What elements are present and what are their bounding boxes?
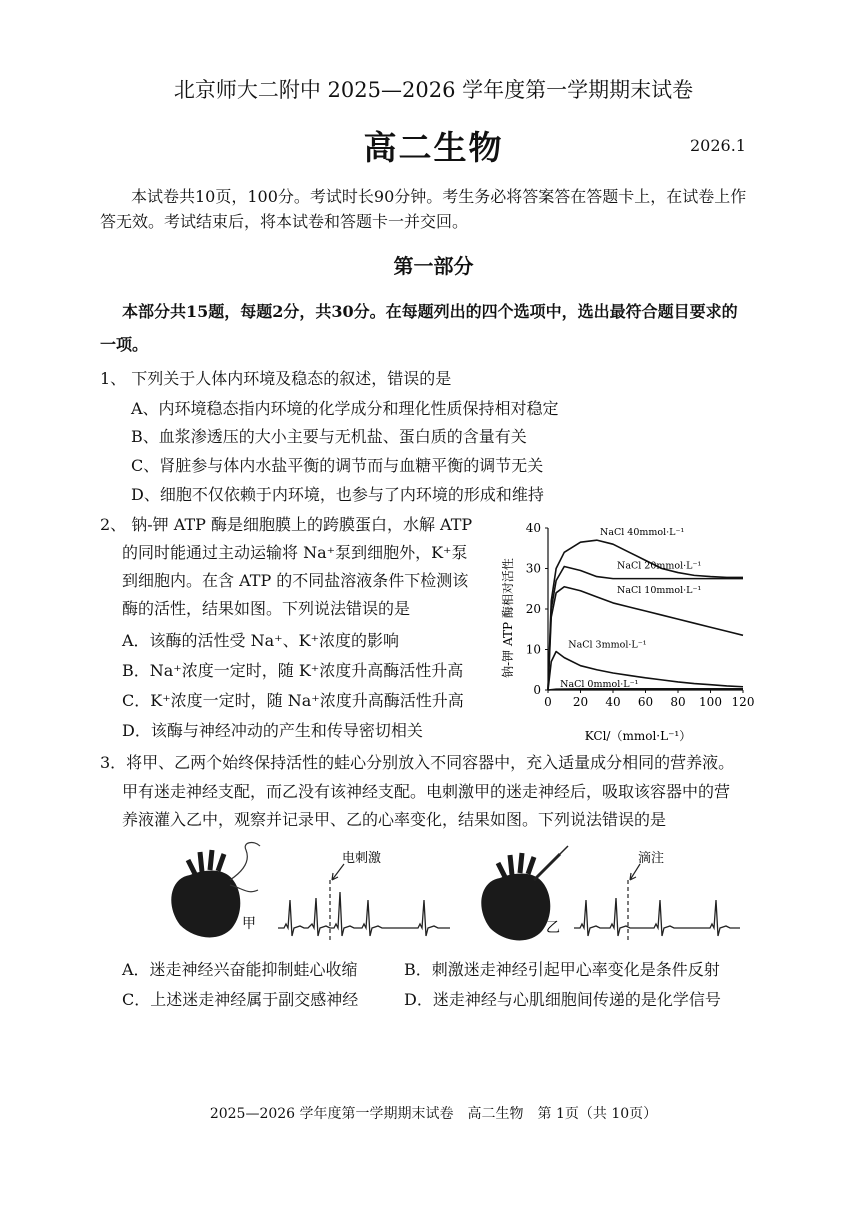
- series-label: NaCl 40mmol·L⁻¹: [600, 526, 685, 538]
- exam-title: 北京师大二附中 2025—2026 学年度第一学期期末试卷: [173, 78, 694, 102]
- arrow-down-icon: [630, 864, 640, 880]
- intro-line-1: 本试卷共10页，100分。考试时长90分钟。考生务必将答案答在答题卡上，在试卷上作: [131, 187, 747, 206]
- subject-title: 高二生物: [363, 128, 504, 167]
- q1-stem: 1、 下列关于人体内环境及稳态的叙述，错误的是: [100, 369, 452, 388]
- x-tick-label: 60: [637, 695, 654, 709]
- y-tick-label: 30: [525, 561, 541, 576]
- intro-line-2: 答无效。考试结束后，将本试卷和答题卡一并交回。: [100, 212, 469, 231]
- x-tick-label: 80: [670, 695, 686, 709]
- q2-stem-line-1: 2、 钠-钾 ATP 酶是细胞膜上的跨膜蛋白，水解 ATP: [100, 515, 473, 534]
- x-tick-label: 100: [699, 695, 722, 709]
- q3-option-c: C．上述迷走神经属于副交感神经: [122, 990, 359, 1009]
- x-tick-label: 120: [731, 695, 755, 709]
- x-tick-label: 0: [544, 695, 552, 709]
- part-instructions-2: 一项。: [100, 335, 149, 354]
- y-tick-label: 0: [533, 683, 541, 697]
- x-tick-label: 20: [572, 695, 589, 709]
- enzyme-activity-chart: [490, 518, 760, 748]
- q2-option-b: B．Na⁺浓度一定时，随 K⁺浓度升高酶活性升高: [122, 661, 464, 680]
- fig-left-event: 电刺激: [342, 851, 382, 866]
- q3-option-b: B．刺激迷走神经引起甲心率变化是条件反射: [404, 960, 720, 979]
- x-tick-label: 40: [605, 695, 621, 709]
- series-label: NaCl 10mmol·L⁻¹: [617, 584, 702, 596]
- chart-x-label: KCl/（mmol·L⁻¹）: [584, 729, 692, 743]
- ecg-trace-left: [278, 892, 450, 936]
- q1-option-a: A、内环境稳态指内环境的化学成分和理化性质保持相对稳定: [131, 399, 559, 418]
- q2-option-c: C．K⁺浓度一定时，随 Na⁺浓度升高酶活性升高: [122, 691, 464, 710]
- series-label: NaCl 0mmol·L⁻¹: [560, 679, 639, 691]
- page-footer: 2025—2026 学年度第一学期期末试卷 高二生物 第 1页（共 10页）: [209, 1106, 658, 1122]
- fig-right-label: 乙: [546, 920, 560, 936]
- series-label: NaCl 3mmol·L⁻¹: [568, 639, 647, 651]
- part-instructions-1: 本部分共15题，每题2分，共30分。在每题列出的四个选项中，选出最符合题目要求的: [122, 302, 738, 321]
- q1-option-d: D、细胞不仅依赖于内环境，也参与了内环境的形成和维持: [131, 485, 544, 504]
- fig-left-label: 甲: [242, 916, 256, 932]
- q2-stem-line-2: 的同时能通过主动运输将 Na⁺泵到细胞外，K⁺泵: [122, 543, 468, 562]
- series-line: [548, 584, 743, 690]
- q2-stem-line-3: 到细胞内。在含 ATP 的不同盐溶液条件下检测该: [122, 571, 469, 590]
- part-heading: 第一部分: [393, 254, 474, 278]
- ecg-trace-right: [574, 898, 740, 936]
- arrow-down-icon: [332, 864, 344, 880]
- fig-right-event: 滴注: [638, 851, 665, 866]
- q3-option-a: A．迷走神经兴奋能抑制蛙心收缩: [122, 960, 358, 979]
- y-tick-label: 20: [525, 602, 541, 616]
- q1-option-b: B、血浆渗透压的大小主要与无机盐、蛋白质的含量有关: [131, 427, 527, 446]
- series-label: NaCl 20mmol·L⁻¹: [617, 560, 702, 572]
- q2-option-a: A．该酶的活性受 Na⁺、K⁺浓度的影响: [122, 631, 400, 650]
- y-tick-label: 40: [525, 521, 541, 535]
- exam-date: 2026.1: [690, 136, 746, 155]
- q3-stem-line-2: 甲有迷走神经支配，而乙没有该神经支配。电刺激甲的迷走神经后，吸取该容器中的营: [122, 782, 731, 801]
- q3-stem-line-3: 养液灌入乙中，观察并记录甲、乙的心率变化，结果如图。下列说法错误的是: [122, 810, 667, 829]
- q2-option-d: D．该酶与神经冲动的产生和传导密切相关: [122, 721, 423, 740]
- q3-stem-line-1: 3．将甲、乙两个始终保持活性的蛙心分别放入不同容器中，充入适量成分相同的营养液。: [100, 753, 735, 772]
- q3-option-d: D．迷走神经与心肌细胞间传递的是化学信号: [404, 990, 721, 1009]
- y-tick-label: 10: [525, 642, 541, 657]
- frog-heart-figure: [150, 840, 750, 950]
- chart-y-label: 钠-钾 ATP 酶相对活性: [501, 558, 515, 678]
- q2-stem-line-4: 酶的活性，结果如图。下列说法错误的是: [122, 599, 411, 618]
- q1-option-c: C、肾脏参与体内水盐平衡的调节而与血糖平衡的调节无关: [131, 456, 544, 475]
